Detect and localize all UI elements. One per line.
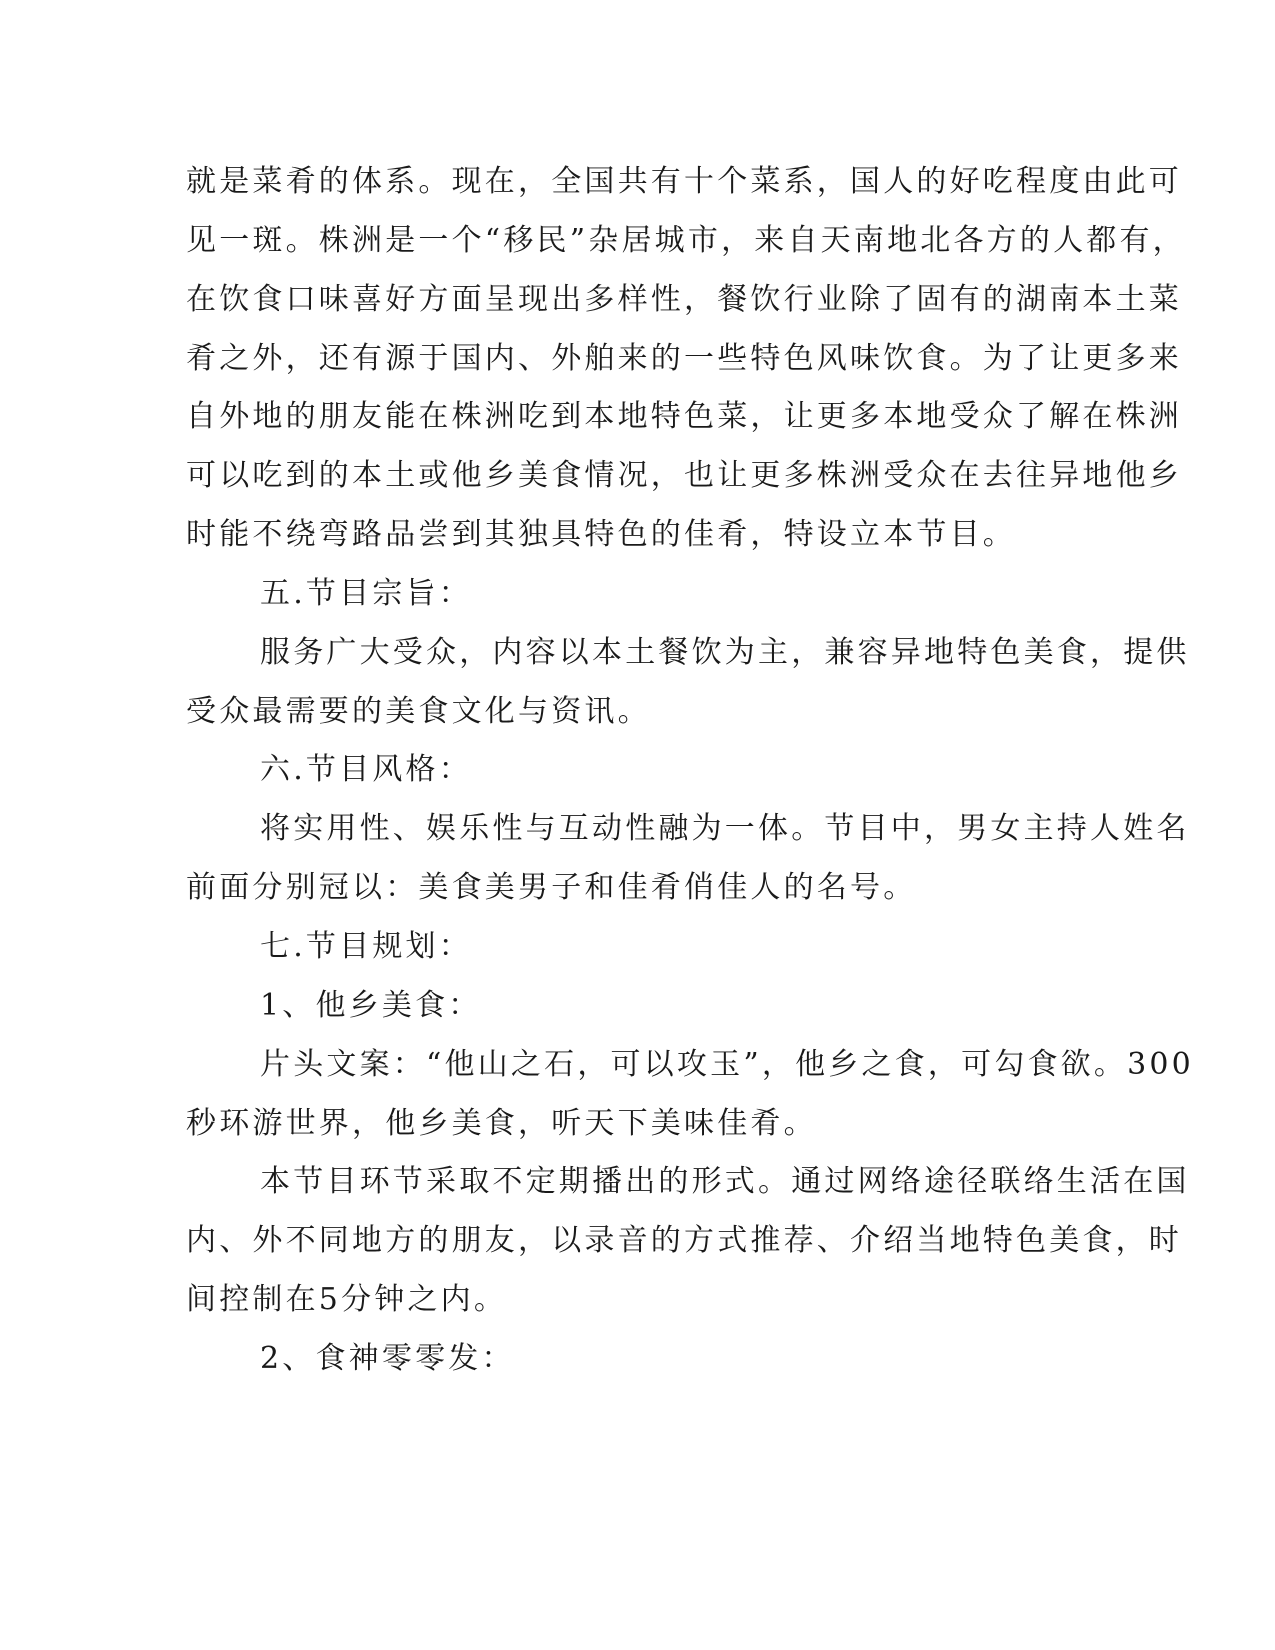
section-heading: 六.节目风格： [260, 752, 472, 787]
subsection-heading: 1、他乡美食： [260, 988, 482, 1023]
paragraph-line: 服务广大受众，内容以本土餐饮为主，兼容异地特色美食，提供 [260, 635, 1190, 670]
paragraph-line: 间控制在5分钟之内。 [186, 1282, 508, 1317]
paragraph-line: 将实用性、娱乐性与互动性融为一体。节目中，男女主持人姓名 [260, 811, 1190, 846]
paragraph-line: 见一斑。株洲是一个“移民”杂居城市，来自天南地北各方的人都有， [186, 223, 1186, 258]
paragraph-line: 受众最需要的美食文化与资讯。 [186, 694, 651, 729]
paragraph-line: 在饮食口味喜好方面呈现出多样性，餐饮行业除了固有的湖南本土菜 [186, 282, 1182, 317]
subsection-heading: 2、食神零零发： [260, 1341, 515, 1376]
paragraph-line: 自外地的朋友能在株洲吃到本地特色菜，让更多本地受众了解在株洲 [186, 399, 1182, 434]
paragraph-line: 本节目环节采取不定期播出的形式。通过网络途径联络生活在国 [260, 1164, 1190, 1199]
paragraph-line: 肴之外，还有源于国内、外舶来的一些特色风味饮食。为了让更多来 [186, 341, 1182, 376]
paragraph-line: 时能不绕弯路品尝到其独具特色的佳肴，特设立本节目。 [186, 517, 1016, 552]
paragraph-line: 前面分别冠以：美食美男子和佳肴俏佳人的名号。 [186, 870, 917, 905]
section-heading: 五.节目宗旨： [260, 576, 472, 611]
paragraph-line: 可以吃到的本土或他乡美食情况，也让更多株洲受众在去往异地他乡 [186, 458, 1182, 493]
paragraph-line: 秒环游世界，他乡美食，听天下美味佳肴。 [186, 1106, 817, 1141]
paragraph-line: 内、外不同地方的朋友，以录音的方式推荐、介绍当地特色美食，时 [186, 1223, 1182, 1258]
section-heading: 七.节目规划： [260, 929, 472, 964]
paragraph-line: 片头文案：“他山之石，可以攻玉”，他乡之食，可勾食欲。300 [260, 1047, 1194, 1082]
paragraph-line: 就是菜肴的体系。现在，全国共有十个菜系，国人的好吃程度由此可 [186, 164, 1182, 199]
